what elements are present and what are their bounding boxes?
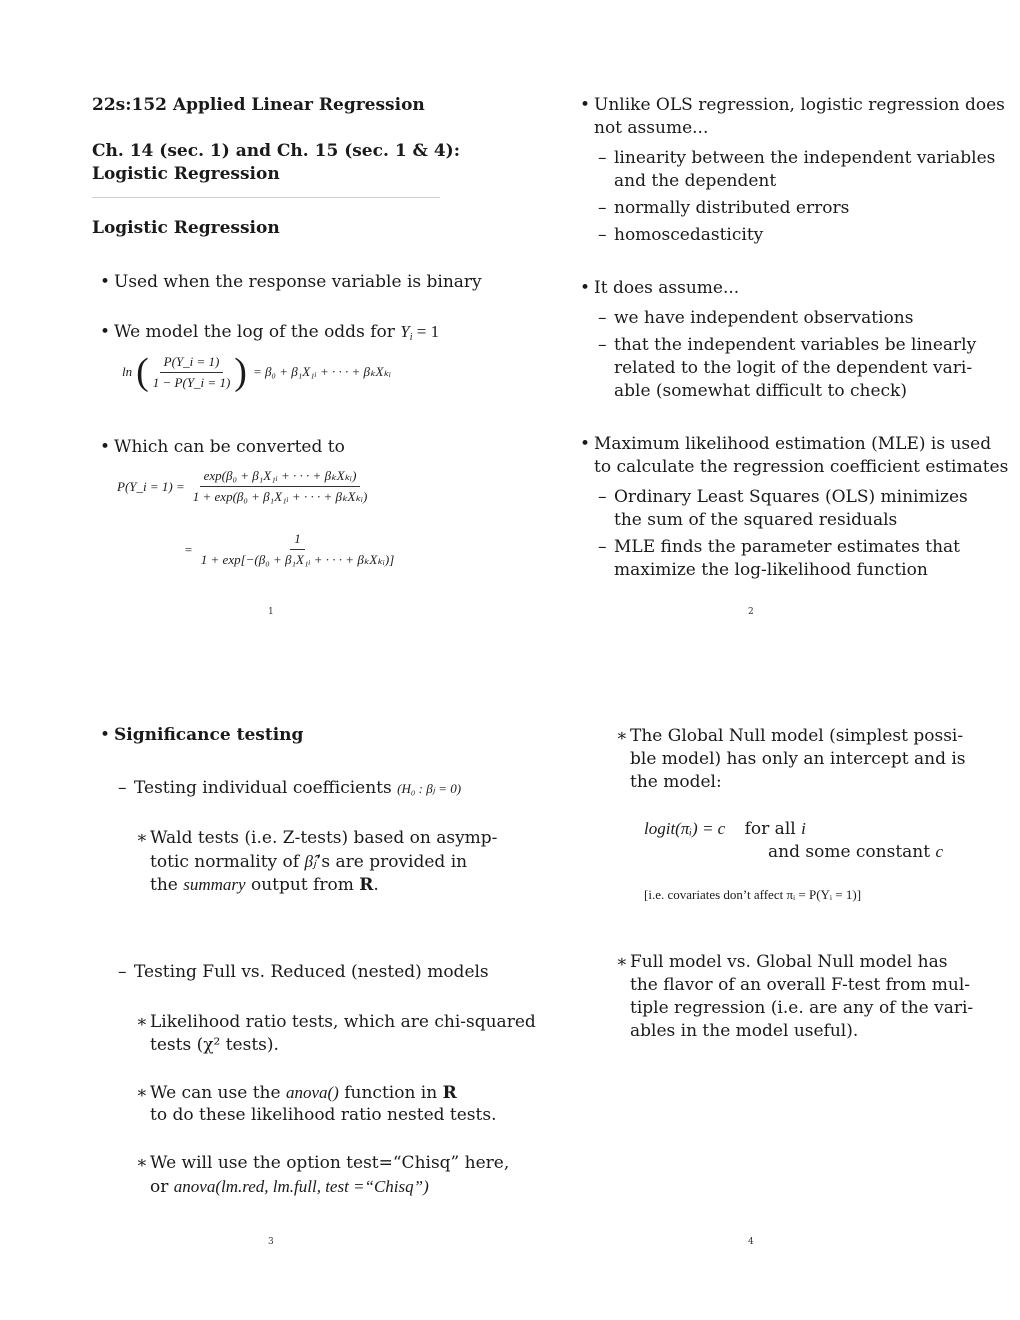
sub-text: homoscedasticity <box>614 225 764 245</box>
bullet-response-binary <box>100 271 482 294</box>
fraction-probability <box>189 468 372 505</box>
bullet-converted <box>100 436 345 459</box>
item-text-continued: tests (χ² tests). <box>150 1035 279 1055</box>
dash-marker: – <box>598 198 607 218</box>
math-y: Y <box>400 322 410 341</box>
sub-normal-errors <box>598 197 849 220</box>
item-text: We will use the option test=“Chisq” here, <box>150 1153 510 1173</box>
bullet-unlike-ols <box>580 94 1005 117</box>
equation-probability <box>117 468 371 505</box>
bullet-text-continued: to calculate the regression coefficient estimates <box>594 457 1009 477</box>
page-number: 3 <box>268 1237 274 1247</box>
bullet-mle <box>580 433 991 456</box>
bullet-text: It does assume... <box>594 278 740 298</box>
item-text: function in <box>344 1083 438 1103</box>
bullet-log-odds <box>100 320 439 349</box>
math-eq-one: = 1 <box>412 322 440 341</box>
section-heading: Significance testing <box>114 725 304 745</box>
sub-full-vs-reduced <box>118 961 489 984</box>
item-text-continued: tiple regression (i.e. are any of the vari- <box>630 998 974 1018</box>
star-marker: ∗ <box>136 1083 148 1103</box>
fraction-odds <box>149 354 235 391</box>
fraction-numerator: exp(β₀ + β₁X₁ᵢ + · · · + βₖXₖᵢ) <box>200 468 361 487</box>
r-bold: R <box>442 1083 457 1103</box>
beta-hat-math: β̂ⱼ <box>304 852 316 871</box>
item-text-continued <box>150 873 379 897</box>
item-text: The Global Null model (simplest possi- <box>630 726 964 746</box>
title-divider <box>92 197 440 198</box>
bullet-marker: • <box>100 725 111 745</box>
item-text: Wald tests (i.e. Z-tests) based on asymp- <box>150 828 498 848</box>
bullet-marker: • <box>100 272 111 292</box>
dash-marker: – <box>598 308 607 328</box>
math-c: c <box>935 842 944 861</box>
sub-text: that the independent variables be linearly <box>614 335 977 355</box>
bullet-significance <box>100 724 303 747</box>
item-likelihood-ratio <box>136 1011 536 1034</box>
bullet-text-continued: not assume... <box>594 118 709 138</box>
item-text: or <box>150 1177 169 1197</box>
dash-marker: – <box>118 778 127 798</box>
item-text-continued: the flavor of an overall F-test from mul- <box>630 975 970 995</box>
sub-text-continued: maximize the log-likelihood function <box>614 560 928 580</box>
item-text: . <box>373 875 379 895</box>
item-full-vs-null <box>616 951 947 974</box>
hypothesis-math: (H₀ : βⱼ = 0) <box>397 781 462 796</box>
fraction-denominator: 1 − P(Y_i = 1) <box>152 374 231 390</box>
anova-italic: anova() <box>285 1083 339 1102</box>
item-global-null <box>616 725 963 748</box>
covariates-note: [i.e. covariates don’t affect πᵢ = P(Yᵢ = 1)] <box>644 887 862 902</box>
bullet-text: We model the log of the odds for <box>114 322 395 342</box>
dash-marker: – <box>598 487 607 507</box>
section-heading: Logistic Regression <box>92 218 280 238</box>
sub-homoscedasticity <box>598 224 763 247</box>
bullet-marker: • <box>100 437 111 457</box>
bullet-marker: • <box>100 322 111 342</box>
for-all-text: for all <box>744 819 796 839</box>
sub-text: Testing individual coefficients <box>134 778 392 798</box>
dash-marker: – <box>598 225 607 245</box>
item-text: We can use the <box>150 1083 281 1103</box>
page-number: 1 <box>268 607 274 617</box>
bullet-text: Maximum likelihood estimation (MLE) is used <box>594 434 992 454</box>
item-text-continued: ble model) has only an intercept and is <box>630 749 966 769</box>
equation-probability-alt <box>184 531 398 568</box>
sub-text: MLE finds the parameter estimates that <box>614 537 961 557</box>
fraction-denominator: 1 + exp(β₀ + β₁X₁ᵢ + · · · + βₖXₖᵢ) <box>192 489 368 504</box>
equation-lhs: = <box>184 541 193 557</box>
equation-logit <box>122 350 391 394</box>
sub-text: Testing Full vs. Reduced (nested) models <box>134 962 489 982</box>
page-number: 4 <box>748 1237 754 1247</box>
item-text: output from <box>251 875 354 895</box>
star-marker: ∗ <box>616 952 628 972</box>
anova-call-math: anova(lm.red, lm.full, test =“Chisq”) <box>173 1177 429 1196</box>
equation-rhs: = β₀ + β₁X₁ᵢ + · · · + βₖXₖᵢ <box>252 364 392 379</box>
sub-text: linearity between the independent variables <box>614 148 996 168</box>
dash-marker: – <box>598 148 607 168</box>
paren-close: ) <box>234 351 247 393</box>
chapter-title-line1: Ch. 14 (sec. 1) and Ch. 15 (sec. 1 & 4): <box>92 141 460 161</box>
bullet-does-assume <box>580 277 739 300</box>
item-text-continued: to do these likelihood ratio nested tests. <box>150 1105 497 1125</box>
item-text-continued <box>150 850 467 874</box>
fraction-denominator: 1 + exp[−(β₀ + β₁X₁ᵢ + · · · + βₖXₖᵢ)] <box>200 552 395 567</box>
sub-text-continued: and the dependent <box>614 171 777 191</box>
star-marker: ∗ <box>136 1012 148 1032</box>
star-marker: ∗ <box>136 828 148 848</box>
item-anova <box>136 1081 457 1105</box>
sub-ols-minimizes <box>598 486 968 509</box>
fraction-probability-alt <box>197 531 398 568</box>
bullet-text: Unlike OLS regression, logistic regression does <box>594 95 1005 115</box>
dash-marker: – <box>598 335 607 355</box>
item-text: Full model vs. Global Null model has <box>630 952 948 972</box>
item-text: Likelihood ratio tests, which are chi-squared <box>150 1012 536 1032</box>
r-bold: R <box>359 875 374 895</box>
course-title: 22s:152 Applied Linear Regression <box>92 95 425 115</box>
sub-individual-coefficients <box>118 777 461 800</box>
constant-text: and some constant <box>768 842 931 862</box>
sub-text: we have independent observations <box>614 308 914 328</box>
ln-label: ln <box>122 364 133 379</box>
sub-text-continued: the sum of the squared residuals <box>614 510 898 530</box>
sub-independent-obs <box>598 307 913 330</box>
sub-linearity <box>598 147 995 170</box>
equation-global-null <box>644 817 806 841</box>
item-text-continued: the model: <box>630 772 722 792</box>
equation-lhs: P(Y_i = 1) = <box>117 478 185 494</box>
sub-text: normally distributed errors <box>614 198 850 218</box>
star-marker: ∗ <box>136 1153 148 1173</box>
item-wald-tests <box>136 827 497 850</box>
bullet-text: Used when the response variable is binary <box>114 272 482 292</box>
bullet-marker: • <box>580 434 591 454</box>
dash-marker: – <box>598 537 607 557</box>
chapter-title-line2: Logistic Regression <box>92 164 280 184</box>
fraction-numerator: P(Y_i = 1) <box>160 354 224 373</box>
sub-linear-logit <box>598 334 976 357</box>
sub-text-continued: able (somewhat difficult to check) <box>614 381 907 401</box>
item-text: totic normality of <box>150 852 300 872</box>
item-text: the <box>150 875 178 895</box>
item-text: ’s are provided in <box>315 852 468 872</box>
paren-open: ( <box>136 351 149 393</box>
dash-marker: – <box>118 962 127 982</box>
bullet-text: Which can be converted to <box>114 437 345 457</box>
page-number: 2 <box>748 607 754 617</box>
bullet-marker: • <box>580 278 591 298</box>
sub-text: Ordinary Least Squares (OLS) minimizes <box>614 487 968 507</box>
star-marker: ∗ <box>616 726 628 746</box>
item-text-continued: ables in the model useful). <box>630 1021 859 1041</box>
summary-italic: summary <box>183 875 246 894</box>
bullet-marker: • <box>580 95 591 115</box>
sub-mle-finds <box>598 536 960 559</box>
equation-constant-note <box>768 840 943 864</box>
math-sub-i: i <box>409 332 413 343</box>
sub-text-continued: related to the logit of the dependent vari- <box>614 358 973 378</box>
item-chisq-option <box>136 1152 509 1175</box>
logit-math: logit(πᵢ) = c <box>644 819 726 838</box>
math-i: i <box>801 819 806 838</box>
item-text-continued <box>150 1175 429 1199</box>
fraction-numerator: 1 <box>290 531 305 550</box>
